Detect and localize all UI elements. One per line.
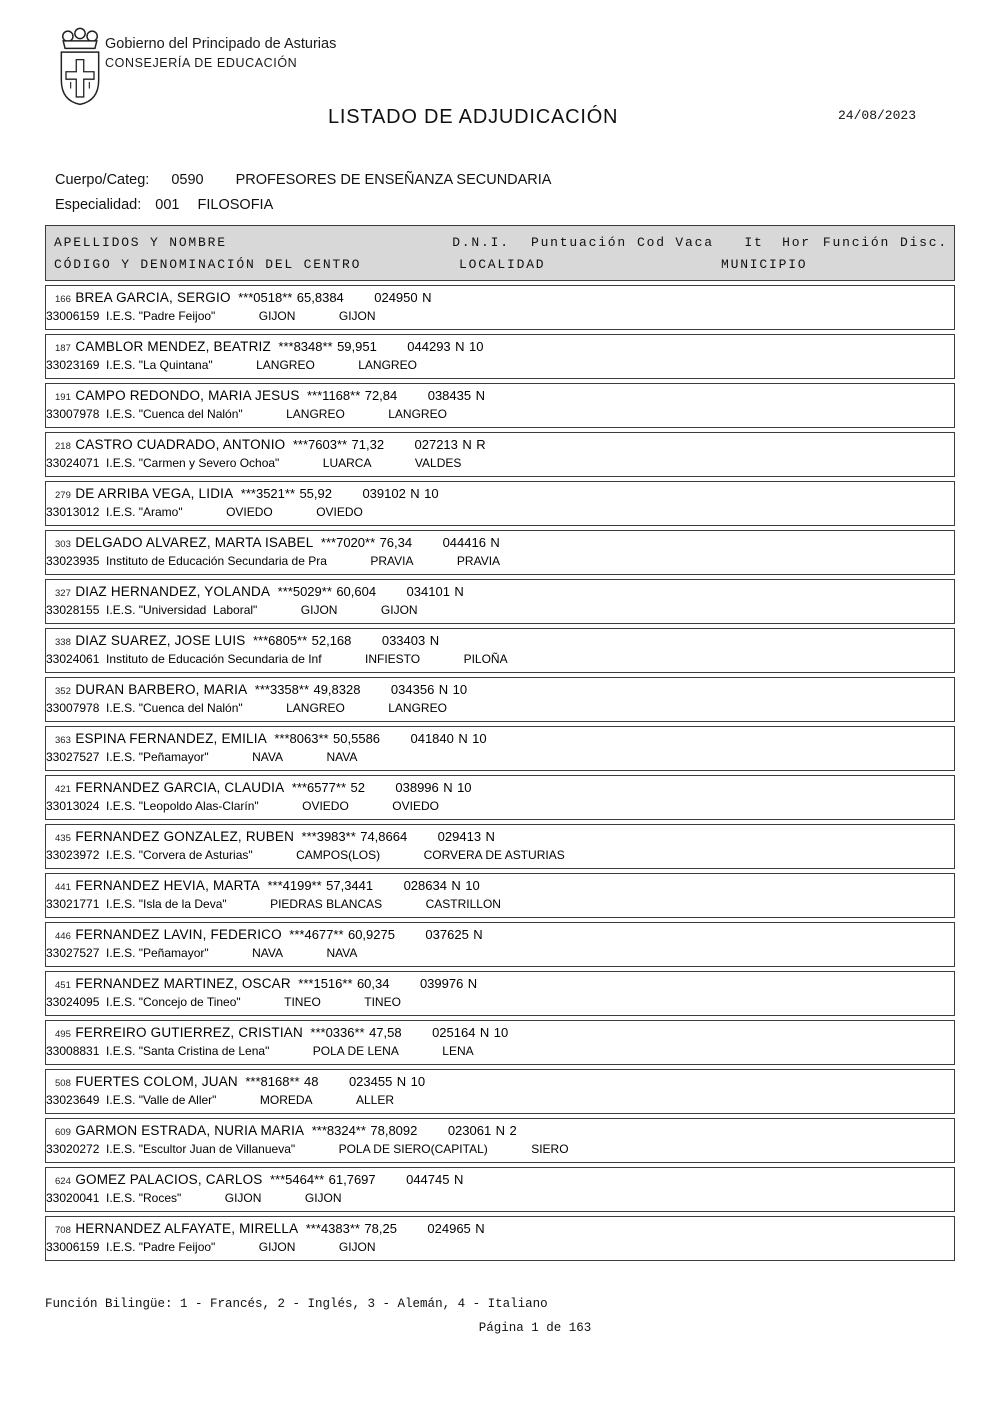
- row-order-number: 327: [55, 588, 71, 599]
- localidad-value: GIJON: [258, 1240, 296, 1254]
- col-apellidos: APELLIDOS Y NOMBRE: [54, 234, 227, 250]
- cod-vaca-value: 044745: [406, 1172, 450, 1187]
- dni-value: ***4199**: [267, 878, 322, 893]
- col-disc: Disc.: [899, 234, 948, 250]
- especialidad-code: 001: [155, 197, 180, 213]
- row-order-number: 435: [55, 833, 71, 844]
- cod-vaca-value: 044293: [407, 339, 451, 354]
- centro-value: 33008831 I.E.S. "Santa Cristina de Lena": [46, 1044, 270, 1058]
- centro-value: 33013024 I.E.S. "Leopoldo Alas-Clarín": [46, 799, 259, 813]
- bilingual-legend: Función Bilingüe: 1 - Francés, 2 - Inglés, 3 - Alemán, 4 - Italiano: [45, 1297, 548, 1311]
- puntuacion-value: 59,951: [337, 339, 377, 354]
- localidad-value: OVIEDO: [302, 799, 349, 813]
- municipio-value: GIJON: [338, 1240, 376, 1254]
- person-name: DIAZ SUAREZ, JOSE LUIS: [75, 633, 246, 648]
- person-name: GOMEZ PALACIOS, CARLOS: [75, 1172, 263, 1187]
- org-name: Gobierno del Principado de Asturias: [105, 36, 337, 52]
- puntuacion-value: 49,8328: [313, 682, 361, 697]
- centro-value: 33027527 I.E.S. "Peñamayor": [46, 750, 209, 764]
- table-row: [45, 432, 955, 477]
- municipio-value: SIERO: [531, 1142, 569, 1156]
- row-order-number: 187: [55, 343, 71, 354]
- dni-value: ***1516**: [298, 976, 353, 991]
- cod-vaca-value: 024965: [427, 1221, 471, 1236]
- hor-value: 10: [493, 1025, 509, 1040]
- it-value: N: [473, 927, 483, 942]
- especialidad-name: FILOSOFIA: [197, 197, 274, 213]
- row-order-number: 508: [55, 1078, 71, 1089]
- person-name: GARMON ESTRADA, NURIA MARIA: [75, 1123, 305, 1138]
- municipio-value: NAVA: [326, 946, 358, 960]
- row-order-number: 624: [55, 1176, 71, 1187]
- table-row: [45, 1118, 955, 1163]
- dni-value: ***5464**: [269, 1172, 325, 1187]
- document-date: 24/08/2023: [838, 108, 917, 123]
- puntuacion-value: 52,168: [311, 633, 352, 648]
- person-name: FUERTES COLOM, JUAN: [75, 1074, 238, 1089]
- table-row: [45, 775, 955, 820]
- asturias-coat-of-arms-icon: [52, 26, 108, 115]
- puntuacion-value: 47,58: [369, 1025, 402, 1040]
- it-value: N: [467, 976, 478, 991]
- municipio-value: NAVA: [326, 750, 358, 764]
- localidad-value: POLA DE LENA: [312, 1044, 399, 1058]
- it-value: N: [438, 682, 449, 697]
- centro-value: 33006159 I.E.S. "Padre Feijoo": [46, 1240, 216, 1254]
- table-row: [45, 628, 955, 673]
- person-name: CAMPO REDONDO, MARIA JESUS: [75, 388, 300, 403]
- localidad-value: GIJON: [258, 309, 296, 323]
- person-name: FERNANDEZ LAVIN, FEDERICO: [75, 927, 282, 942]
- it-value: N: [453, 1172, 464, 1187]
- cod-vaca-value: 038435: [427, 388, 472, 403]
- table-row: [45, 677, 955, 722]
- centro-value: 33024071 I.E.S. "Carmen y Severo Ochoa": [46, 456, 280, 470]
- page-title: LISTADO DE ADJUDICACIÓN: [328, 106, 619, 128]
- dni-value: ***8063**: [274, 731, 329, 746]
- localidad-value: POLA DE SIERO(CAPITAL): [338, 1142, 488, 1156]
- table-row: [45, 1167, 955, 1212]
- localidad-value: GIJON: [300, 603, 338, 617]
- dni-value: ***3358**: [254, 682, 310, 697]
- row-order-number: 495: [55, 1029, 71, 1040]
- centro-value: 33023935 Instituto de Educación Secundaria de Pra: [46, 554, 327, 568]
- localidad-value: LANGREO: [256, 358, 315, 372]
- table-row: [45, 1069, 955, 1114]
- table-row: [45, 383, 955, 428]
- centro-value: 33023649 I.E.S. "Valle de Aller": [46, 1093, 217, 1107]
- centro-value: 33007978 I.E.S. "Cuenca del Nalón": [46, 407, 243, 421]
- cuerpo-line: [55, 172, 551, 197]
- localidad-value: PRAVIA: [370, 554, 414, 568]
- hor-value: 10: [457, 780, 472, 795]
- cod-vaca-value: 039976: [419, 976, 464, 991]
- hor-value: 10: [424, 486, 439, 501]
- table-row: [45, 971, 955, 1016]
- row-order-number: 218: [55, 441, 71, 452]
- person-name: DIAZ HERNANDEZ, YOLANDA: [75, 584, 271, 599]
- row-order-number: 363: [55, 735, 71, 746]
- localidad-value: PIEDRAS BLANCAS: [270, 897, 383, 911]
- municipio-value: PILOÑA: [463, 652, 508, 666]
- person-name: FERNANDEZ MARTINEZ, OSCAR: [75, 976, 291, 991]
- especialidad-line: [55, 197, 551, 222]
- table-row: [45, 922, 955, 967]
- cod-vaca-value: 034356: [390, 682, 435, 697]
- centro-value: 33024061 Instituto de Educación Secundaria de Inf: [46, 652, 322, 666]
- hor-value: 10: [410, 1074, 426, 1089]
- table-row: [45, 1216, 955, 1261]
- localidad-value: LANGREO: [286, 407, 345, 421]
- puntuacion-value: 52: [350, 780, 365, 795]
- cod-vaca-value: 037625: [425, 927, 469, 942]
- municipio-value: OVIEDO: [392, 799, 439, 813]
- it-value: N: [458, 731, 468, 746]
- centro-value: 33023972 I.E.S. "Corvera de Asturias": [46, 848, 253, 862]
- col-puntuacion: Puntuación: [530, 234, 627, 250]
- cod-vaca-value: 023061: [447, 1123, 492, 1138]
- especialidad-label: Especialidad:: [55, 197, 142, 213]
- cod-vaca-value: 034101: [406, 584, 450, 599]
- col-codigo-centro: CÓDIGO Y DENOMINACIÓN DEL CENTRO: [54, 256, 362, 272]
- cod-vaca-value: 027213: [414, 437, 458, 452]
- person-name: DE ARRIBA VEGA, LIDIA: [75, 486, 234, 501]
- municipio-value: GIJON: [304, 1191, 342, 1205]
- dni-value: ***0336**: [310, 1025, 365, 1040]
- hor-value: 10: [472, 731, 487, 746]
- cuerpo-label: Cuerpo/Categ:: [55, 172, 150, 188]
- row-order-number: 609: [55, 1127, 71, 1138]
- dni-value: ***7020**: [320, 535, 376, 550]
- localidad-value: GIJON: [224, 1191, 262, 1205]
- cuerpo-name: PROFESORES DE ENSEÑANZA SECUNDARIA: [235, 172, 552, 188]
- col-cod-vaca: Cod Vaca: [637, 234, 714, 250]
- person-name: CAMBLOR MENDEZ, BEATRIZ: [75, 339, 271, 354]
- dni-value: ***0518**: [238, 290, 293, 305]
- centro-value: 33024095 I.E.S. "Concejo de Tineo": [46, 995, 241, 1009]
- puntuacion-value: 60,34: [356, 976, 390, 991]
- person-name: CASTRO CUADRADO, ANTONIO: [75, 437, 286, 452]
- centro-value: 33023169 I.E.S. "La Quintana": [46, 358, 213, 372]
- col-dni: D.N.I.: [452, 234, 510, 250]
- it-value: N: [455, 339, 465, 354]
- dni-value: ***4677**: [289, 927, 344, 942]
- it-value: N: [485, 829, 495, 844]
- col-municipio: MUNICIPIO: [721, 256, 808, 272]
- org-header: [105, 36, 336, 70]
- org-department: CONSEJERÍA DE EDUCACIÓN: [105, 56, 298, 70]
- dni-value: ***8348**: [278, 339, 333, 354]
- row-order-number: 441: [55, 882, 71, 893]
- cod-vaca-value: 044416: [442, 535, 486, 550]
- it-value: N: [410, 486, 420, 501]
- puntuacion-value: 60,604: [336, 584, 377, 599]
- table-row: [45, 285, 955, 330]
- row-order-number: 338: [55, 637, 71, 648]
- row-order-number: 303: [55, 539, 71, 550]
- municipio-value: TINEO: [364, 995, 401, 1009]
- municipio-value: PRAVIA: [456, 554, 501, 568]
- municipio-value: LANGREO: [388, 407, 447, 421]
- cod-vaca-value: 033403: [381, 633, 426, 648]
- person-name: DURAN BARBERO, MARIA: [75, 682, 248, 697]
- dni-value: ***6805**: [252, 633, 308, 648]
- table-row: [45, 726, 955, 771]
- cod-vaca-value: 028634: [403, 878, 447, 893]
- municipio-value: OVIEDO: [316, 505, 363, 519]
- puntuacion-value: 65,8384: [296, 290, 344, 305]
- table-header: [45, 225, 955, 281]
- hor-value: 10: [468, 339, 484, 354]
- puntuacion-value: 71,32: [351, 437, 385, 452]
- it-value: N: [429, 633, 440, 648]
- localidad-value: LUARCA: [322, 456, 372, 470]
- col-localidad: LOCALIDAD: [459, 256, 546, 272]
- row-order-number: 421: [55, 784, 71, 795]
- localidad-value: LANGREO: [286, 701, 345, 715]
- person-name: FERNANDEZ GONZALEZ, RUBEN: [75, 829, 295, 844]
- it-value: N: [443, 780, 453, 795]
- hor-value: 10: [452, 682, 468, 697]
- puntuacion-value: 60,9275: [347, 927, 395, 942]
- centro-value: 33020272 I.E.S. "Escultor Juan de Villanueva": [46, 1142, 296, 1156]
- cod-vaca-value: 038996: [395, 780, 439, 795]
- centro-value: 33007978 I.E.S. "Cuenca del Nalón": [46, 701, 243, 715]
- cod-vaca-value: 023455: [348, 1074, 393, 1089]
- person-name: DELGADO ALVAREZ, MARTA ISABEL: [75, 535, 314, 550]
- municipio-value: CORVERA DE ASTURIAS: [423, 848, 565, 862]
- municipio-value: VALDES: [414, 456, 462, 470]
- table-row: [45, 873, 955, 918]
- centro-value: 33028155 I.E.S. "Universidad Laboral": [46, 603, 258, 617]
- puntuacion-value: 78,25: [364, 1221, 397, 1236]
- cod-vaca-value: 024950: [374, 290, 418, 305]
- col-funcion: Función: [822, 234, 891, 250]
- table-body: [45, 285, 955, 1261]
- cod-vaca-value: 039102: [362, 486, 406, 501]
- person-name: HERNANDEZ ALFAYATE, MIRELLA: [75, 1221, 299, 1236]
- person-name: BREA GARCIA, SERGIO: [75, 290, 231, 305]
- table-row: [45, 481, 955, 526]
- it-value: N: [495, 1123, 506, 1138]
- table-row: [45, 334, 955, 379]
- municipio-value: LANGREO: [388, 701, 447, 715]
- row-order-number: 446: [55, 931, 71, 942]
- puntuacion-value: 76,34: [379, 535, 413, 550]
- localidad-value: MOREDA: [259, 1093, 313, 1107]
- dni-value: ***3521**: [240, 486, 295, 501]
- dni-value: ***4383**: [305, 1221, 360, 1236]
- row-order-number: 352: [55, 686, 71, 697]
- adjudication-table: [45, 225, 955, 1265]
- table-row: [45, 530, 955, 575]
- puntuacion-value: 55,92: [299, 486, 332, 501]
- municipio-value: LANGREO: [358, 358, 417, 372]
- puntuacion-value: 72,84: [364, 388, 398, 403]
- hor-value: 10: [465, 878, 480, 893]
- puntuacion-value: 57,3441: [326, 878, 374, 893]
- it-value: N: [422, 290, 432, 305]
- table-row: [45, 1020, 955, 1065]
- municipio-value: CASTRILLON: [425, 897, 501, 911]
- it-value: N: [479, 1025, 490, 1040]
- centro-value: 33020041 I.E.S. "Roces": [46, 1191, 182, 1205]
- person-name: FERNANDEZ HEVIA, MARTA: [75, 878, 260, 893]
- it-value: N: [396, 1074, 407, 1089]
- col-hor: Hor: [782, 234, 811, 250]
- dni-value: ***1168**: [307, 388, 361, 403]
- disc-value: R: [476, 437, 486, 452]
- puntuacion-value: 61,7697: [328, 1172, 376, 1187]
- dni-value: ***6577**: [291, 780, 347, 795]
- cuerpo-code: 0590: [171, 172, 204, 188]
- localidad-value: NAVA: [252, 946, 283, 960]
- funcion-value: 2: [509, 1123, 517, 1138]
- puntuacion-value: 74,8664: [360, 829, 408, 844]
- it-value: N: [462, 437, 472, 452]
- it-value: N: [475, 388, 485, 403]
- dni-value: ***8324**: [311, 1123, 366, 1138]
- it-value: N: [451, 878, 461, 893]
- row-order-number: 191: [55, 392, 71, 403]
- municipio-value: LENA: [442, 1044, 474, 1058]
- person-name: FERNANDEZ GARCIA, CLAUDIA: [75, 780, 285, 795]
- it-value: N: [490, 535, 500, 550]
- localidad-value: NAVA: [252, 750, 283, 764]
- person-name: ESPINA FERNANDEZ, EMILIA: [75, 731, 267, 746]
- cod-vaca-value: 041840: [410, 731, 454, 746]
- meta-block: [55, 172, 551, 222]
- puntuacion-value: 50,5586: [333, 731, 381, 746]
- municipio-value: GIJON: [380, 603, 418, 617]
- municipio-value: ALLER: [356, 1093, 395, 1107]
- municipio-value: GIJON: [338, 309, 376, 323]
- localidad-value: TINEO: [284, 995, 321, 1009]
- centro-value: 33013012 I.E.S. "Aramo": [46, 505, 183, 519]
- dni-value: ***8168**: [245, 1074, 300, 1089]
- puntuacion-value: 48: [304, 1074, 319, 1089]
- table-row: [45, 824, 955, 869]
- row-order-number: 708: [55, 1225, 71, 1236]
- it-value: N: [475, 1221, 485, 1236]
- row-order-number: 166: [55, 294, 71, 305]
- row-order-number: 451: [55, 980, 71, 991]
- dni-value: ***5029**: [277, 584, 332, 599]
- it-value: N: [454, 584, 464, 599]
- cod-vaca-value: 025164: [432, 1025, 476, 1040]
- puntuacion-value: 78,8092: [370, 1123, 418, 1138]
- person-name: FERREIRO GUTIERREZ, CRISTIAN: [75, 1025, 303, 1040]
- dni-value: ***3983**: [301, 829, 356, 844]
- dni-value: ***7603**: [292, 437, 348, 452]
- col-it: It: [744, 234, 764, 250]
- page-number: Página 1 de 163: [478, 1321, 592, 1335]
- localidad-value: CAMPOS(LOS): [296, 848, 381, 862]
- row-order-number: 279: [55, 490, 71, 501]
- localidad-value: INFIESTO: [365, 652, 421, 666]
- localidad-value: OVIEDO: [226, 505, 273, 519]
- centro-value: 33021771 I.E.S. "Isla de la Deva": [46, 897, 227, 911]
- cod-vaca-value: 029413: [437, 829, 482, 844]
- centro-value: 33006159 I.E.S. "Padre Feijoo": [46, 309, 216, 323]
- centro-value: 33027527 I.E.S. "Peñamayor": [46, 946, 209, 960]
- table-row: [45, 579, 955, 624]
